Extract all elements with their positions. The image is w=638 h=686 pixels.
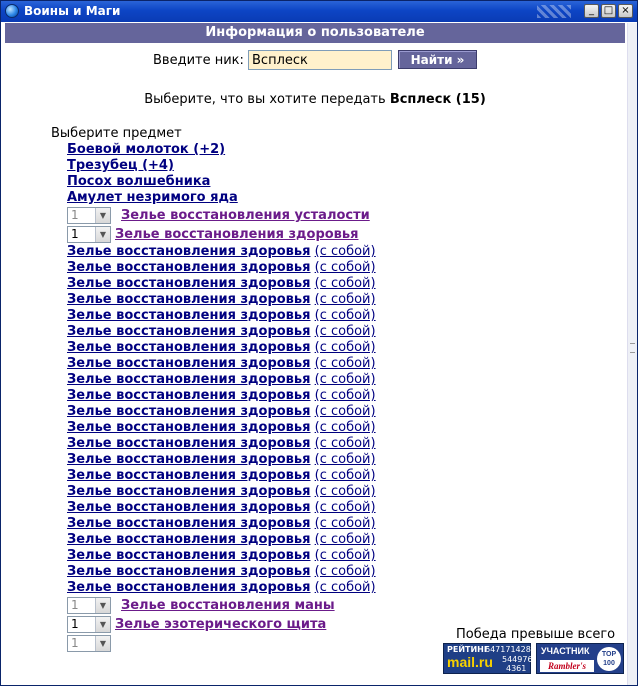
item-link[interactable]: Зелье восстановления здоровья (67, 516, 311, 531)
maximize-icon[interactable]: □ (601, 4, 616, 18)
item-link[interactable]: Зелье восстановления здоровья (67, 484, 311, 499)
item-suffix[interactable]: (с собой) (314, 276, 376, 291)
item-link[interactable]: Посох волшебника (67, 174, 211, 189)
item-link[interactable]: Боевой молоток (+2) (67, 142, 226, 157)
rambler-logo: Rambler's (540, 660, 594, 672)
list-item (67, 244, 376, 260)
item-link[interactable]: Зелье восстановления здоровья (67, 500, 311, 515)
item-link[interactable]: Зелье восстановления здоровья (67, 564, 311, 579)
quantity-value: 1 (71, 227, 79, 241)
rambler-badge-label: УЧАСТНИК (541, 646, 590, 656)
item-suffix[interactable]: (с собой) (314, 580, 376, 595)
list-item (67, 500, 376, 516)
list-item (67, 516, 376, 532)
rambler-top-badge[interactable] (536, 643, 624, 674)
item-link[interactable]: Зелье восстановления здоровья (67, 548, 311, 563)
item-link[interactable]: Трезубец (+4) (67, 158, 174, 173)
dropdown-arrow-icon[interactable]: ▼ (95, 636, 110, 651)
item-suffix[interactable]: (с собой) (314, 340, 376, 355)
item-link[interactable]: Зелье восстановления здоровья (67, 404, 311, 419)
motto-text: Победа превыше всего (456, 627, 616, 642)
item-suffix[interactable]: (с собой) (314, 372, 376, 387)
mail-badge-number: 4361 (506, 664, 527, 673)
quantity-select[interactable] (67, 635, 111, 652)
quantity-value: 1 (71, 617, 79, 631)
dropdown-arrow-icon[interactable]: ▼ (95, 617, 110, 632)
item-link[interactable]: Зелье восстановления здоровья (67, 276, 311, 291)
quantity-value: 1 (71, 636, 79, 650)
item-link[interactable]: Зелье восстановления здоровья (67, 308, 311, 323)
list-item (67, 484, 376, 500)
quantity-value: 1 (71, 208, 79, 222)
item-suffix[interactable]: (с собой) (314, 292, 376, 307)
item-suffix[interactable]: (с собой) (314, 500, 376, 515)
list-item (67, 548, 376, 564)
item-link[interactable]: Зелье восстановления усталости (121, 208, 370, 223)
list-item (67, 372, 376, 388)
mail-badge-number: 647171428 (485, 645, 531, 654)
list-item (67, 436, 376, 452)
list-item (67, 420, 376, 436)
list-item (67, 276, 376, 292)
item-link[interactable]: Зелье восстановления здоровья (67, 260, 311, 275)
mail-logo: mail.ru (447, 654, 493, 670)
item-suffix[interactable]: (с собой) (314, 436, 376, 451)
transfer-prompt (5, 92, 625, 107)
page-content (5, 23, 625, 685)
item-suffix[interactable]: (с собой) (314, 404, 376, 419)
item-suffix[interactable]: (с собой) (314, 452, 376, 467)
list-item (67, 580, 376, 596)
page-title: Информация о пользователе (5, 23, 625, 43)
list-item (121, 598, 335, 614)
item-link[interactable]: Зелье восстановления здоровья (67, 468, 311, 483)
item-link[interactable]: Амулет незримого яда (67, 190, 238, 205)
transfer-target: Всплеск (15) (389, 92, 486, 107)
scroll-grip-icon (630, 343, 635, 353)
list-item (67, 388, 376, 404)
item-suffix[interactable]: (с собой) (314, 244, 376, 259)
item-link[interactable]: Зелье восстановления здоровья (115, 227, 359, 242)
item-link[interactable]: Зелье восстановления здоровья (67, 532, 311, 547)
item-link[interactable]: Зелье восстановления здоровья (67, 292, 311, 307)
close-icon[interactable]: × (618, 4, 633, 18)
quantity-select[interactable] (67, 616, 111, 633)
list-item (67, 564, 376, 580)
quantity-select[interactable] (67, 226, 111, 243)
list-item (67, 356, 376, 372)
item-link[interactable]: Зелье восстановления здоровья (67, 388, 311, 403)
list-item (67, 468, 376, 484)
dropdown-arrow-icon[interactable]: ▼ (95, 208, 110, 223)
list-item (67, 190, 238, 206)
vertical-scrollbar[interactable] (627, 23, 638, 685)
item-link[interactable]: Зелье восстановления здоровья (67, 324, 311, 339)
mail-badge-label: РЕЙТИНГ (447, 645, 489, 654)
list-item (67, 158, 174, 174)
mail-badge-number: 544976 (502, 655, 533, 664)
list-item (67, 308, 376, 324)
item-suffix[interactable]: (с собой) (314, 308, 376, 323)
app-globe-icon (5, 4, 19, 18)
item-link[interactable]: Зелье восстановления маны (121, 598, 335, 613)
choose-item-label: Выберите предмет (51, 126, 182, 141)
titlebar-decoration (537, 5, 571, 18)
list-item (115, 617, 326, 633)
item-link[interactable]: Зелье эзотерического щита (115, 617, 327, 632)
item-suffix[interactable]: (с собой) (314, 516, 376, 531)
list-item (67, 404, 376, 420)
list-item (67, 142, 225, 158)
top100-icon: TOP 100 (597, 647, 621, 671)
list-item (67, 260, 376, 276)
list-item (67, 532, 376, 548)
item-link[interactable]: Зелье восстановления здоровья (67, 244, 311, 259)
item-link[interactable]: Зелье восстановления здоровья (67, 452, 311, 467)
item-suffix[interactable]: (с собой) (314, 420, 376, 435)
item-suffix[interactable]: (с собой) (314, 260, 376, 275)
item-link[interactable]: Зелье восстановления здоровья (67, 420, 311, 435)
item-suffix[interactable]: (с собой) (314, 356, 376, 371)
transfer-prompt-text: Выберите, что вы хотите передать (144, 92, 386, 107)
quantity-select[interactable] (67, 597, 111, 614)
list-item (67, 340, 376, 356)
dropdown-arrow-icon[interactable]: ▼ (95, 598, 110, 613)
item-link[interactable]: Зелье восстановления здоровья (67, 436, 311, 451)
list-item (115, 227, 358, 243)
find-button[interactable]: Найти » (398, 50, 477, 69)
quantity-value: 1 (71, 598, 79, 612)
item-suffix[interactable]: (с собой) (314, 388, 376, 403)
list-item (67, 292, 376, 308)
nick-label: Введите ник: (153, 53, 244, 68)
nick-input[interactable] (248, 50, 392, 70)
quantity-select[interactable] (67, 207, 111, 224)
dropdown-arrow-icon[interactable]: ▼ (95, 227, 110, 242)
item-suffix[interactable]: (с собой) (314, 564, 376, 579)
item-suffix[interactable]: (с собой) (314, 468, 376, 483)
list-item (67, 324, 376, 340)
list-item (67, 452, 376, 468)
item-suffix[interactable]: (с собой) (314, 532, 376, 547)
window-titlebar[interactable] (1, 1, 637, 22)
minimize-icon[interactable]: _ (584, 4, 599, 18)
list-item (121, 208, 370, 224)
item-link[interactable]: Зелье восстановления здоровья (67, 372, 311, 387)
window-title: Воины и Маги (24, 4, 121, 18)
item-link[interactable]: Зелье восстановления здоровья (67, 340, 311, 355)
item-suffix[interactable]: (с собой) (314, 548, 376, 563)
item-suffix[interactable]: (с собой) (314, 484, 376, 499)
item-suffix[interactable]: (с собой) (314, 324, 376, 339)
mail-rating-badge[interactable] (443, 643, 531, 674)
list-item (67, 174, 210, 190)
item-link[interactable]: Зелье восстановления здоровья (67, 580, 311, 595)
item-link[interactable]: Зелье восстановления здоровья (67, 356, 311, 371)
